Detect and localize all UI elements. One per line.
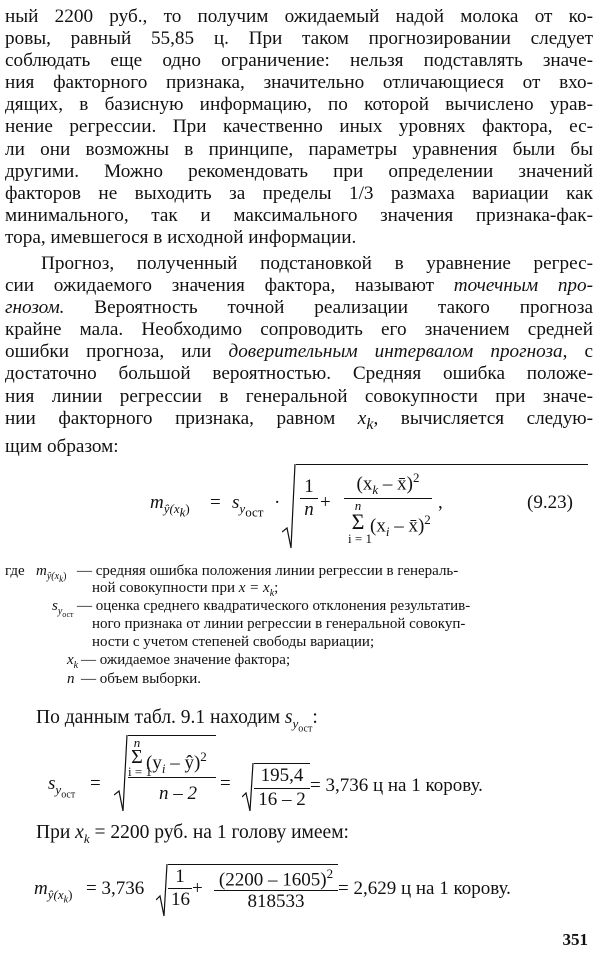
text-span: ; — [274, 580, 279, 596]
s-symbol — [232, 492, 263, 520]
paragraph-1 — [5, 6, 593, 249]
math-symbol: s — [48, 773, 56, 794]
definitions-list — [5, 563, 595, 689]
text-line — [5, 297, 593, 319]
fraction-bar — [128, 777, 216, 778]
paragraph-2 — [5, 253, 593, 458]
radical-sign — [114, 733, 128, 813]
sum-lower: i = 1 — [348, 531, 372, 546]
at-xk-line — [36, 822, 349, 847]
equation-result: = 2,629 ц на 1 корову. — [338, 878, 511, 899]
text-line: тора, имевшегося в исходной информации. — [5, 226, 357, 248]
text-span: нии факторного признака, равном — [5, 407, 358, 429]
math-subscript: i — [161, 761, 166, 777]
equation-s-residual — [48, 733, 568, 813]
text-span: щим образом: — [5, 435, 119, 457]
equation-m-result — [34, 862, 574, 922]
definition-text: — оценка среднего квадратического отклонения результатив- — [77, 598, 471, 614]
definition-text: — ожидаемое значение фактора; — [81, 652, 291, 668]
sum-upper: n — [133, 735, 141, 750]
text-line: факторов не выходить за пределы 1/3 размаха вариации как — [5, 182, 593, 204]
math-subscript: k — [59, 574, 64, 584]
sum-upper: n — [354, 498, 362, 513]
text-span: сии ожидаемого значения фактора, называют — [5, 275, 454, 297]
radical-bar — [128, 735, 216, 736]
text-line — [5, 253, 593, 275]
text-line — [5, 341, 593, 363]
where-label: где — [5, 563, 25, 579]
definition-text: — объем выборки. — [81, 671, 202, 687]
numerator-text: (y — [146, 752, 162, 774]
math-subscript: ост — [298, 723, 313, 735]
math-subscript: y — [55, 781, 62, 797]
math-subscript: i — [385, 524, 390, 540]
fraction-1-16 — [168, 866, 192, 911]
math-subscript: ост — [62, 610, 74, 619]
text-span: , вычисляется следую- — [373, 407, 594, 429]
equation-lhs — [150, 492, 190, 520]
math-symbol: m — [34, 878, 48, 899]
exponent: 2 — [424, 512, 431, 527]
text-span: Прогноз, полученный подстановкой в уравнение регрес- — [41, 253, 593, 274]
equation-result: = 3,736 ц на 1 корову. — [310, 775, 483, 796]
math-subscript: ŷ(x — [47, 886, 64, 902]
text-line — [5, 319, 593, 341]
by-data-line — [36, 707, 318, 734]
radical-bar — [168, 864, 338, 865]
math-subscript: k — [83, 830, 90, 846]
dot-operator: · — [274, 492, 281, 513]
text-span: , с — [562, 341, 593, 363]
text-line: соблюдать еще одно ограничение: нельзя подставлять значе- — [5, 50, 593, 72]
numerator: 195,4 — [260, 765, 304, 786]
denominator: 16 – 2 — [258, 789, 306, 810]
fraction-numerator — [344, 470, 432, 498]
definition-row — [5, 580, 595, 598]
radical-sign — [156, 862, 168, 918]
text-line: минимального, так и максимального значения признака-фак- — [5, 204, 593, 226]
numerator-text: (2200 – 1605) — [218, 869, 327, 891]
text-span: достаточно большой вероятностью. Средняя ошибка положе- — [5, 363, 593, 385]
math-subscript: ост — [245, 504, 264, 520]
math-symbol: x — [67, 652, 74, 668]
equation-coefficient: = 3,736 — [86, 878, 145, 899]
numerator-text: – x̄) — [378, 473, 413, 495]
math-subscript: ŷ(x — [163, 500, 180, 516]
denominator-text: (x — [370, 515, 386, 537]
page-number: 351 — [562, 930, 588, 949]
text-span: ошибки прогноза, или — [5, 341, 229, 363]
numerator-text: – ŷ) — [165, 752, 201, 774]
numerator: 1 — [300, 476, 318, 499]
text-line: ния факторного признака, значительно отличающиеся от вхо- — [5, 72, 593, 94]
radical-sign — [242, 761, 254, 813]
text-span: ния линии регрессии в генеральной совокупности при значе- — [5, 385, 593, 407]
text-line — [5, 386, 593, 408]
text-line: ровы, равный 55,85 ц. При таком прогнозировании следует — [5, 28, 593, 50]
math-subscript: k — [269, 588, 275, 599]
text-span: = 2200 руб. на 1 голову имеем: — [89, 822, 349, 843]
radical-bar — [254, 763, 310, 764]
s-symbol — [48, 773, 75, 800]
math-subscript: ) — [63, 571, 67, 582]
math-symbol: m — [36, 563, 47, 579]
text-line: другими. Можно рекомендовать при определении значений — [5, 160, 593, 182]
math-symbol: s — [52, 598, 58, 614]
plus-sign: + — [320, 492, 331, 513]
math-symbol: x — [357, 407, 367, 429]
definition-row — [5, 652, 595, 671]
math-subscript: k — [63, 894, 69, 906]
m-symbol — [34, 878, 72, 905]
definition-row — [5, 563, 595, 584]
radical-sign — [282, 462, 296, 550]
definition-row — [5, 598, 595, 619]
math-symbol: n — [67, 671, 75, 687]
math-subscript: k — [366, 415, 374, 433]
definition-text: ности с учетом степеней свободы вариации; — [92, 634, 375, 650]
text-span: По данным табл. 9.1 находим — [36, 707, 285, 728]
denominator: 16 — [171, 889, 190, 910]
math-subscript: k — [73, 660, 79, 671]
text-line — [5, 363, 593, 385]
math-subscript: ) — [68, 886, 73, 902]
math-subscript: ) — [185, 500, 190, 516]
numerator: 1 — [168, 866, 192, 889]
comma: , — [438, 492, 443, 513]
exponent: 2 — [200, 749, 207, 764]
text-line: ный 2200 руб., то получим ожидаемый надой молока от ко- — [5, 6, 593, 27]
italic-term: точечным про- — [453, 275, 594, 297]
numerator-term — [214, 866, 338, 891]
definition-row — [5, 616, 595, 634]
math-symbol: s — [284, 707, 293, 728]
text-span: крайне мала. Необходимо сопроводить его значением средней — [5, 319, 593, 341]
text-span: ной совокупности при — [92, 580, 239, 596]
summation — [348, 498, 372, 546]
denominator: n — [304, 499, 314, 520]
denominator: n – 2 — [159, 783, 197, 804]
text-line — [5, 408, 593, 436]
italic-term: доверительным интервалом прогноза — [228, 341, 563, 363]
math-symbol: m — [150, 492, 164, 513]
math-subscript: y — [239, 500, 246, 516]
equals-sign: = — [220, 773, 231, 794]
italic-term: гнозом. — [5, 297, 65, 319]
exponent: 2 — [326, 866, 334, 881]
exponent: 2 — [412, 470, 420, 485]
math-subscript: k — [179, 504, 186, 520]
text-line: нение регрессии. При качественно иных уровнях фактора, ес- — [5, 116, 593, 138]
equation-number: (9.23) — [527, 492, 573, 513]
denominator-text: – x̄) — [389, 515, 425, 537]
text-span: Вероятность точной реализации такого прогноза — [64, 297, 593, 319]
math-symbol: x = x — [238, 580, 270, 596]
text-line: дящих, в базисную информацию, по которой вычислено урав- — [5, 94, 593, 116]
summation — [128, 735, 152, 779]
text-line — [5, 436, 593, 458]
sum-symbol: Σ — [131, 746, 143, 768]
numerator-text: (x — [356, 473, 373, 495]
math-subscript: ост — [61, 789, 76, 801]
text-line: ли они возможны в принципе, параметры уравнения были бы — [5, 138, 593, 160]
definition-row — [5, 671, 595, 689]
plus-sign: + — [192, 878, 203, 899]
math-subscript: k — [372, 482, 379, 498]
text-span: : — [312, 707, 318, 728]
math-subscript: ŷ(x — [46, 571, 60, 582]
math-symbol: x — [75, 822, 84, 843]
denominator: 818533 — [247, 891, 305, 912]
math-subscript: y — [57, 606, 63, 617]
equals-sign: = — [210, 492, 221, 513]
text-span: При — [36, 822, 76, 843]
definition-text: ного признака от линии регрессии в генеральной совокуп- — [92, 616, 466, 632]
equals-sign: = — [90, 773, 101, 794]
radical-bar — [296, 464, 588, 465]
numerator-term — [146, 749, 207, 777]
math-subscript: y — [292, 715, 299, 731]
fraction-1-n — [300, 476, 318, 521]
text-line — [5, 275, 593, 297]
denominator-term — [370, 512, 431, 540]
sum-symbol: Σ — [351, 509, 365, 534]
sum-lower: i = 1 — [128, 764, 152, 779]
math-symbol: s — [232, 492, 240, 513]
definition-text: — средняя ошибка положения линии регрессии в генераль- — [77, 563, 459, 579]
definition-row — [5, 634, 595, 652]
